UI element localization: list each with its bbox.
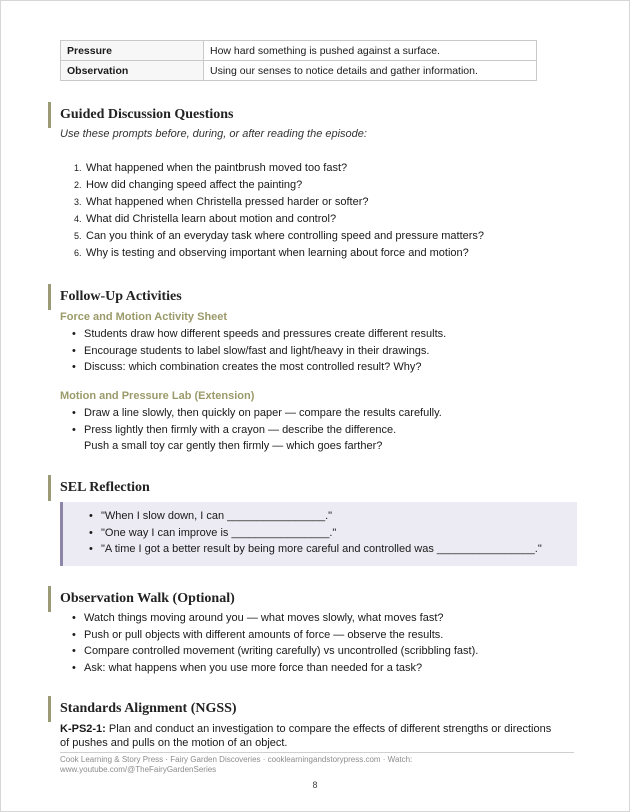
vocabulary-table <box>60 40 537 81</box>
list-item: Push a small toy car gently then firmly — which goes farther? <box>84 440 383 452</box>
list-item: • "When I slow down, I can ________________." <box>87 508 542 525</box>
vocab-term: Observation <box>61 61 204 81</box>
footer-divider <box>60 752 574 753</box>
list-item: • "One way I can improve is ________________." <box>87 525 542 542</box>
standard-code: K-PS2-1: <box>60 723 106 735</box>
table-row <box>61 61 537 81</box>
sel-reflection-box <box>60 502 577 566</box>
vocab-definition: Using our senses to notice details and gather information. <box>204 61 537 81</box>
footer <box>60 755 460 775</box>
lab-subheading: Motion and Pressure Lab (Extension) <box>60 390 255 402</box>
sel-reflection-heading: SEL Reflection <box>48 475 150 501</box>
list-item: • Compare controlled movement (writing carefully) vs uncontrolled (scribbling fast). <box>70 643 478 660</box>
list-item: 4. What did Christella learn about motion and control? <box>84 211 484 228</box>
list-item: 5. Can you think of an everyday task where controlling speed and pressure matters? <box>84 228 484 245</box>
guided-discussion-heading: Guided Discussion Questions <box>48 102 234 128</box>
sel-prompts-list <box>87 508 542 558</box>
list-item: • "A time I got a better result by being more careful and controlled was ________________." <box>87 541 542 558</box>
footer-line-2: www.youtube.com/@TheFairyGardenSeries <box>60 765 217 774</box>
standard-text <box>60 722 560 750</box>
follow-up-heading: Follow-Up Activities <box>48 284 182 310</box>
discussion-questions-list <box>60 160 484 262</box>
list-item: • Draw a line slowly, then quickly on paper — compare the results carefully. <box>70 405 442 422</box>
list-item: 3. What happened when Christella pressed harder or softer? <box>84 194 484 211</box>
activity-sheet-list <box>70 326 446 376</box>
vocab-term: Pressure <box>61 41 204 61</box>
activity-sheet-subheading: Force and Motion Activity Sheet <box>60 311 228 323</box>
page-number: 8 <box>312 780 318 790</box>
list-item: 1. What happened when the paintbrush moved too fast? <box>84 160 484 177</box>
list-item: • Students draw how different speeds and pressures create different results. <box>70 326 446 343</box>
observation-walk-heading: Observation Walk (Optional) <box>48 586 235 612</box>
observation-walk-list <box>70 610 478 676</box>
standards-heading: Standards Alignment (NGSS) <box>48 696 237 722</box>
list-item: • Encourage students to label slow/fast and light/heavy in their drawings. <box>70 343 446 360</box>
list-item: • Discuss: which combination creates the most controlled result? Why? <box>70 359 446 376</box>
list-item: • Press lightly then firmly with a crayon — describe the difference. <box>70 422 442 439</box>
standard-description: Plan and conduct an investigation to compare the effects of different strengths or directions of pushes and pulls on the motion of an object. <box>60 723 552 749</box>
list-item: • Push or pull objects with different amounts of force — observe the results. <box>70 627 478 644</box>
list-item: 2. How did changing speed affect the painting? <box>84 177 484 194</box>
guided-discussion-intro: Use these prompts before, during, or after reading the episode: <box>60 128 367 140</box>
list-item: • Watch things moving around you — what moves slowly, what moves fast? <box>70 610 478 627</box>
lab-list <box>70 405 442 455</box>
list-item: • Ask: what happens when you use more force than needed for a task? <box>70 660 478 677</box>
footer-line-1: Cook Learning & Story Press · Fairy Garden Discoveries · cooklearningandstorypress.com · Watch: <box>60 755 413 764</box>
list-item: 6. Why is testing and observing important when learning about force and motion? <box>84 245 484 262</box>
table-row <box>61 41 537 61</box>
vocab-definition: How hard something is pushed against a surface. <box>204 41 537 61</box>
